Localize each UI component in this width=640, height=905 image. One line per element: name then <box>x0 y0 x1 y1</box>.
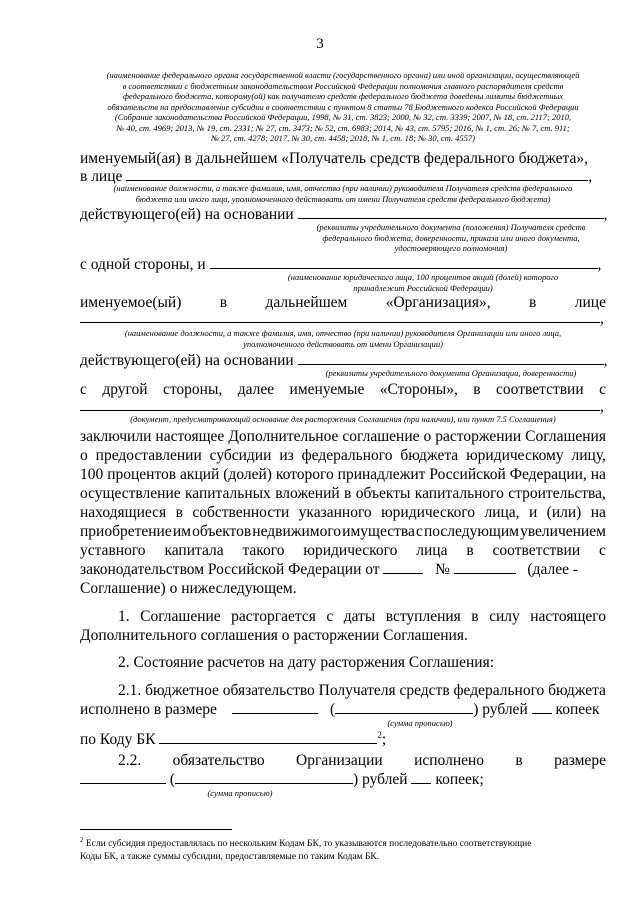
word: , <box>603 352 608 369</box>
clause-2-2-amount-line <box>80 770 606 789</box>
word: (долей) <box>223 466 272 483</box>
org-amount-words-field[interactable] <box>175 771 353 784</box>
recipient-person-field[interactable] <box>126 168 588 181</box>
word: с <box>415 523 423 540</box>
legal-entity-note <box>240 272 606 293</box>
word: лица, <box>484 504 520 521</box>
word: вступления <box>385 608 461 625</box>
amount-figures-field[interactable] <box>232 701 318 714</box>
word: даты <box>343 608 376 625</box>
agreement-line <box>80 579 606 598</box>
word: 2 <box>80 836 84 844</box>
org-person-note <box>80 328 606 349</box>
clause-2-1 <box>118 681 606 700</box>
word: ( <box>169 771 176 788</box>
word: (реквизиты учредительного документа Организации, доверенности) <box>325 368 577 378</box>
word: Дополнительного соглашения о расторжении Соглашения. <box>80 627 468 644</box>
word: расторгается <box>231 608 316 625</box>
main-paragraph-line <box>80 522 606 541</box>
word: в <box>175 504 183 521</box>
word: копеек <box>555 701 600 718</box>
word: из <box>279 447 294 464</box>
word: ) <box>353 771 359 788</box>
word: удостоверяющего полномочия) <box>394 243 508 253</box>
header-note-line: федерального бюджета, которому(ой) как получателю средств федерального бюджета доведены лимиты бюджетных <box>122 91 564 101</box>
footnote-line: Коды БК, а также суммы субсидии, предоставляемые по таким Кодам БК. <box>80 851 380 862</box>
word: (или) <box>546 504 582 521</box>
recipient-basis-field[interactable] <box>298 206 604 219</box>
word: в <box>473 381 481 398</box>
word: законодательством Российской Федерации от <box>80 561 380 578</box>
word: уполномоченного действовать от имени Организации) <box>243 338 443 349</box>
word: капитального <box>414 485 504 502</box>
clause-1-continuation <box>80 626 606 645</box>
word: настоящее <box>155 428 225 445</box>
word: , <box>597 256 602 273</box>
org-person-line <box>80 309 606 328</box>
word: лицу, <box>571 447 606 464</box>
word: бюджетное <box>145 682 219 699</box>
main-paragraph-line <box>80 503 606 522</box>
word: копеек; <box>435 771 484 788</box>
amount-words-field[interactable] <box>335 701 473 714</box>
word: бюджета <box>400 447 459 464</box>
word: в <box>219 294 228 311</box>
word: бюджета или иного лица, уполномоченного действовать от имени Получателя средств федерального бюджета) <box>135 193 551 204</box>
word: именуемое(ый) <box>80 294 182 311</box>
word: предоставлении <box>95 447 202 464</box>
kbk-field[interactable] <box>159 731 377 744</box>
word: капитала <box>164 542 224 559</box>
word: 2 <box>377 730 382 740</box>
header-note-line: обязательств на предоставление субсидии в соответствии с пунктом 8 статьи 78 Бюджетного кодекса Российской Федерации <box>107 101 579 112</box>
word: (документ, предусматривающий основание для расторжения Соглашения (при наличии), или пункт 7.5 Соглашения) <box>130 414 556 424</box>
word: Если субсидия предоставлялась по нескольким Кодам БК, то указываются последовательно соответствующие <box>85 839 532 850</box>
word: (наименование должности, а также фамилия, имя, отчество (при наличии) руководителя Получателя средств федерального <box>113 183 573 193</box>
org-basis-note <box>296 368 606 379</box>
word: средств <box>399 682 450 699</box>
word: , <box>603 206 608 223</box>
word: далее <box>237 381 275 398</box>
word: с <box>80 381 87 398</box>
word: с <box>599 381 606 398</box>
clause-2 <box>118 653 606 672</box>
word: силу <box>489 608 520 625</box>
word: именуемые <box>289 381 365 398</box>
word: настоящего <box>530 608 606 625</box>
word: (реквизиты учредительного документа (положения) Получателя средств <box>316 222 586 232</box>
word: уставного <box>80 542 146 559</box>
word: расторжении <box>435 428 522 445</box>
org-basis-field[interactable] <box>298 352 604 365</box>
word: действующего(ей) на основании <box>80 352 294 369</box>
law-number-field[interactable] <box>454 561 516 574</box>
word: другой <box>102 381 148 398</box>
word: соответствии <box>492 542 581 559</box>
word: (сумма прописью) <box>387 718 453 728</box>
org-kopecks-field[interactable] <box>411 771 431 784</box>
word: процентов <box>107 466 177 483</box>
word: именуемый(ая) в дальнейшем «Получатель средств федерального бюджета», <box>80 150 589 167</box>
word: о <box>423 428 432 445</box>
word: Дополнительное <box>228 428 339 445</box>
word: № <box>435 561 450 578</box>
word: принадлежит Российской Федерации) <box>353 282 493 293</box>
word: в <box>466 542 474 559</box>
header-note-line: (Собрание законодательства Российской Федерации, 1998, № 31, ст. 3823; 2000, № 32, ст. 3339; 2007, № 18, ст. 2117; 2010, <box>114 112 572 122</box>
word: 100 <box>80 466 104 483</box>
main-paragraph-line <box>80 465 606 484</box>
word: им <box>172 523 191 540</box>
word: строительства, <box>508 485 606 502</box>
word: лица <box>416 542 448 559</box>
word: субсидии <box>209 447 272 464</box>
word: , <box>600 310 604 327</box>
word: рублей <box>482 701 528 718</box>
word: исполнено <box>414 752 485 769</box>
word: Соглашение <box>140 608 221 625</box>
law-date-field[interactable] <box>383 561 423 574</box>
word: дальнейшем <box>265 294 348 311</box>
org-person-field[interactable] <box>80 310 600 323</box>
word: соглашение <box>342 428 420 445</box>
word: «Стороны», <box>379 381 458 398</box>
word: федерального <box>453 682 545 699</box>
footnote <box>80 834 606 863</box>
word: бюджета <box>548 682 606 699</box>
header-note-line: (наименование федерального органа государственной власти (государственного органа) или иной организации, осуществляющей <box>106 70 580 80</box>
word: юридическому <box>466 447 564 464</box>
word: соответствии <box>496 381 584 398</box>
word: федерального <box>301 447 393 464</box>
word: ; <box>381 731 387 749</box>
word: действующего(ей) на основании <box>80 206 294 223</box>
word: юридического <box>303 542 398 559</box>
word: лице <box>574 294 606 311</box>
word: обязательство <box>172 752 265 769</box>
word: Соглашения <box>525 428 606 445</box>
header-note <box>70 70 616 144</box>
word: акций <box>180 466 220 483</box>
word: (далее - <box>527 561 578 578</box>
word: Организации <box>296 752 383 769</box>
kbk-line <box>80 726 606 749</box>
word: юридического <box>381 504 476 521</box>
word: приобретение <box>80 523 172 540</box>
word: в <box>529 294 537 311</box>
word: с <box>326 608 334 625</box>
header-note-line: № 40, ст. 4969; 2013, № 19, ст. 2331; № 27, ст. 3473; № 52, ст. 6983; 2014, № 43, ст. 5795; 2016, № 1, ст. 26; № 7, ст. 911; <box>116 122 570 133</box>
word: в <box>344 485 352 502</box>
word: в <box>515 752 523 769</box>
word: находящиеся <box>80 504 167 521</box>
page-number: 3 <box>316 36 324 52</box>
word: Получателя <box>318 682 396 699</box>
word: которого <box>275 466 334 483</box>
word: капитальных <box>185 485 271 502</box>
word: исполнено в размере <box>80 701 217 718</box>
clause-1 <box>118 607 606 626</box>
header-note-line: в соответствии с бюджетным законодательством Российской Федерации полномочия главного распорядителя средств <box>122 80 564 91</box>
word: вложений <box>275 485 340 502</box>
word: Федерации, <box>509 466 587 483</box>
word: (наименование должности, а также фамилия, имя, отчество (при наличии) руководителя Организации или иного лица, <box>124 328 562 338</box>
word: заключили <box>80 428 152 445</box>
word: Российской <box>429 466 506 483</box>
recipient-person-note <box>80 183 606 204</box>
word: недвижимого <box>252 523 342 540</box>
word: на <box>590 504 606 521</box>
header-note-line: № 27, ст. 4278; 2017, № 30, ст. 4458; 2018, № 1, ст. 18; № 30, ст. 4557) <box>210 133 476 143</box>
word: рублей <box>362 771 408 788</box>
word: по Коду БК <box>80 731 156 749</box>
word: собственности <box>192 504 290 521</box>
word: увеличением <box>520 523 606 540</box>
recipient-line <box>80 149 606 168</box>
kopecks-field[interactable] <box>532 701 552 714</box>
word: 2. Состояние расчетов на дату расторжения Соглашения: <box>118 654 495 671</box>
word: в <box>471 608 479 625</box>
sum-words-note-2 <box>190 788 290 799</box>
word: федерального бюджета, доверенности, приказа или иного документа, <box>322 232 580 243</box>
clause-2-2 <box>118 751 606 770</box>
main-paragraph-line <box>80 446 606 465</box>
word: «Организация», <box>385 294 491 311</box>
executed-amount-line <box>80 700 606 719</box>
word: с одной стороны, и <box>80 256 206 273</box>
word: объекты <box>355 485 411 502</box>
word: принадлежит <box>337 466 426 483</box>
document-field[interactable] <box>80 398 600 411</box>
word: обязательство <box>222 682 315 699</box>
word: имущества <box>342 523 415 540</box>
word: 2.2. <box>118 752 142 769</box>
word: , <box>600 398 604 415</box>
word: (наименование юридического лица, 100 процентов акций (долей) которого <box>287 272 559 282</box>
recipient-basis-note <box>296 222 606 254</box>
legal-entity-field[interactable] <box>210 256 598 269</box>
word: с <box>599 542 606 559</box>
word: осуществление <box>80 485 181 502</box>
word: о <box>80 447 88 464</box>
word: (сумма прописью) <box>207 788 273 798</box>
word: ) <box>473 701 479 718</box>
word: , <box>588 168 593 185</box>
word: такого <box>242 542 285 559</box>
word: указанного <box>298 504 372 521</box>
main-paragraph-line <box>80 541 606 560</box>
word: объектов <box>192 523 252 540</box>
word: 2.1. <box>118 682 142 699</box>
word: в лице <box>80 168 123 185</box>
word: последующим <box>423 523 519 540</box>
word: на <box>590 466 606 483</box>
law-line <box>80 560 606 579</box>
document-note <box>80 414 606 425</box>
org-amount-figures-field[interactable] <box>80 771 166 784</box>
word: размере <box>554 752 606 769</box>
word: и <box>528 504 538 521</box>
main-paragraph-line <box>80 427 606 446</box>
footnote-separator <box>80 829 232 830</box>
word: Соглашение) о нижеследующем. <box>80 580 297 597</box>
main-paragraph-line <box>80 484 606 503</box>
footnote-line <box>80 834 606 851</box>
word: стороны, <box>162 381 223 398</box>
word: ( <box>330 701 336 718</box>
word: 1. <box>118 608 130 625</box>
